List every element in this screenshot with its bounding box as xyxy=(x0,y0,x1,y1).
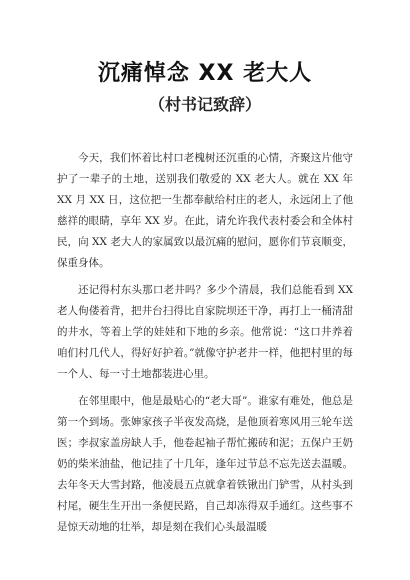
document-body xyxy=(57,148,353,544)
page-subtitle: （村书记致辞） xyxy=(148,95,261,114)
paragraph-1: 今天，我们怀着比村口老槐树还沉重的心情，齐聚这片他守护了一辈子的土地，送别我们敬爱的 XX 老大人。就在 XX 年 XX 月 XX 日，这位把一生都奉献给村庄的老人，永远闭上了他慈祥的眼睛，享年 XX 岁。在此，请允许我代表村委会和全体村民，向 XX 老大人的家属致以最沉痛的慰问，愿你们节哀顺变，保重身体。 xyxy=(57,152,353,269)
paragraph-3: 在邻里眼中，他是最贴心的“老大哥”。谁家有难处，他总是第一个到场。张婶家孩子半夜发高烧，是他顶着寒风用三轮车送医；李叔家盖房缺人手，他卷起袖子帮忙搬砖和泥；五保户王奶奶的柴米油盐，他记挂了十几年，逢年过节总不忘先送去温暖。去年冬天大雪封路，他凌晨五点就拿着铁锹出门铲雪，从村头到村尾，硬生生开出一条便民路，自己却冻得双手通红。这些事不是惊天动地的壮举，却是刻在我们心头最温暖 xyxy=(57,395,353,533)
paragraph-2: 还记得村东头那口老井吗？多少个清晨，我们总能看到 XX 老人佝偻着背，把井台扫得比自家院坝还干净，再打上一桶清甜的井水，等着上学的娃娃和下地的乡亲。他常说：“这口井养着咱们村几代人，得好好护着。”就像守护老井一样，他把村里的每一个人、每一寸土地都装进心里。 xyxy=(57,284,353,380)
page-title: 沉痛悼念 XX 老大人 xyxy=(97,61,313,86)
